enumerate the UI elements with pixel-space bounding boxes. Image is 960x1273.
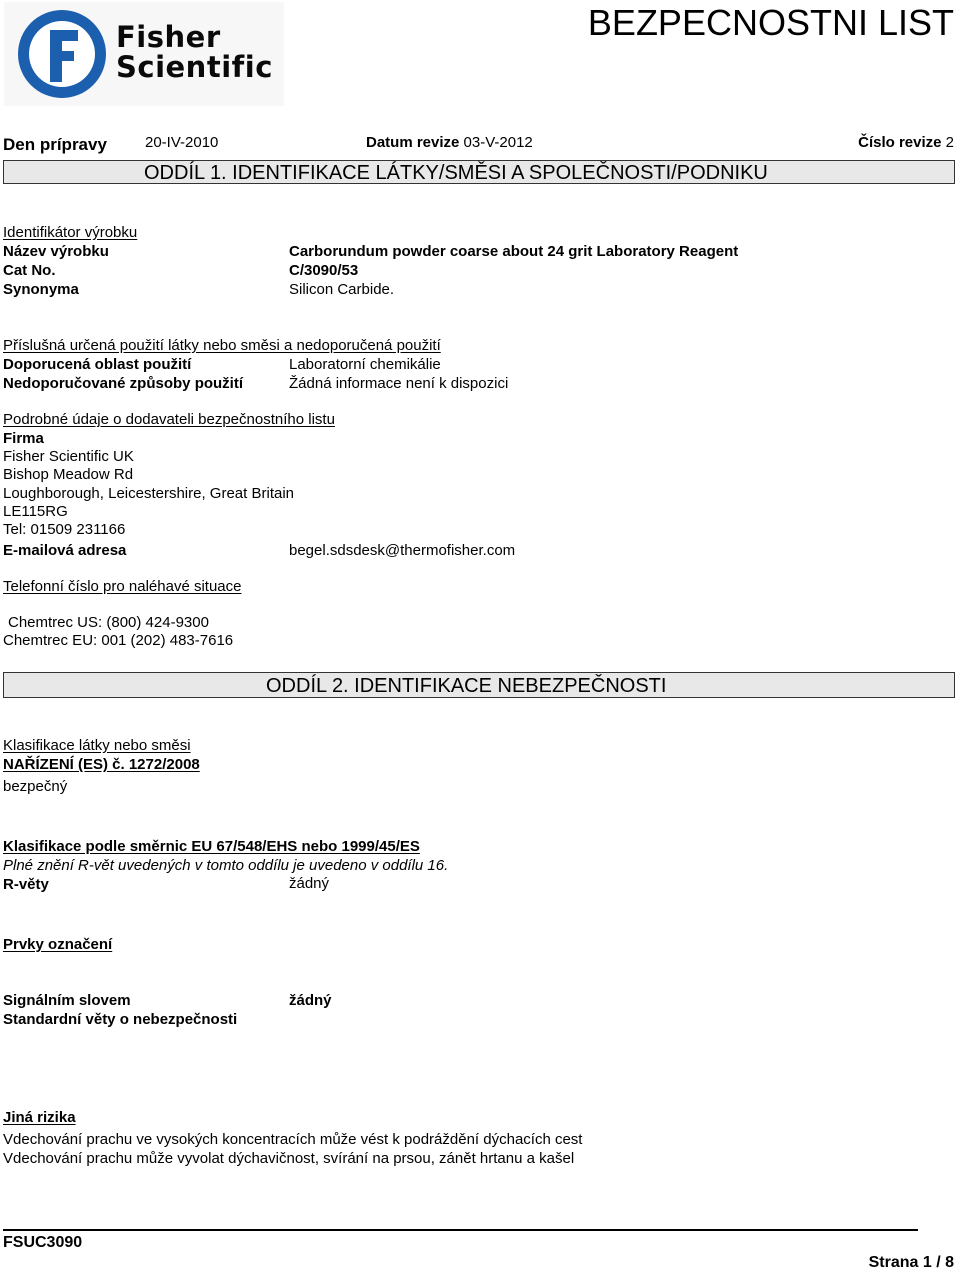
page-value: 1 / 8: [922, 1254, 954, 1271]
company-line: Tel: 01509 231166: [3, 521, 126, 538]
cat-no-label: Cat No.: [3, 262, 56, 279]
prep-date-label: Den prípravy: [3, 135, 107, 154]
supplier-heading: Podrobné údaje o dodavateli bezpečnostního listu: [3, 411, 335, 428]
cat-no-value: C/3090/53: [289, 262, 359, 279]
page-label: Strana: [868, 1254, 919, 1271]
revision-date: [366, 134, 533, 151]
other-hazards-heading: Jiná rizika: [3, 1109, 76, 1126]
signal-word-value: žádný: [289, 992, 332, 1009]
emergency-us: Chemtrec US: (800) 424-9300: [8, 614, 209, 631]
directive-heading: Klasifikace podle směrnic EU 67/548/EHS nebo 1999/45/ES: [3, 838, 420, 855]
label-elements-heading: Prvky označení: [3, 936, 113, 953]
revision-number: [858, 134, 954, 151]
fisher-logo-icon: [14, 6, 110, 102]
regulation-label: NAŘÍZENÍ (ES) č. 1272/2008: [3, 756, 200, 773]
fisher-scientific-logo: [4, 2, 284, 106]
emergency-heading: Telefonní číslo pro naléhavé situace: [3, 578, 242, 595]
company-label: Firma: [3, 430, 44, 447]
synonyms-label: Synonyma: [3, 281, 79, 298]
classification-value: bezpečný: [3, 778, 68, 795]
other-hazards-line: Vdechování prachu může vyvolat dýchavičnost, svírání na prsou, zánět hrtanu a kašel: [3, 1150, 575, 1167]
revision-date-label: Datum revize: [366, 134, 460, 151]
prep-date: 20-IV-2010: [145, 134, 219, 151]
not-recommended-label: Nedoporučované způsoby použití: [3, 375, 244, 392]
section1-title: ODDÍL 1. IDENTIFIKACE LÁTKY/SMĚSI A SPOLEČNOSTI/PODNIKU: [144, 162, 768, 184]
logo-text-fisher: Fisher: [116, 20, 221, 54]
logo-text-scientific: Scientific: [116, 50, 273, 84]
section1-header: [3, 160, 955, 184]
section2-title: ODDÍL 2. IDENTIFIKACE NEBEZPEČNOSTI: [266, 675, 667, 697]
hazard-statements-label: Standardní věty o nebezpečnosti: [3, 1011, 238, 1028]
emergency-eu: Chemtrec EU: 001 (202) 483-7616: [3, 632, 234, 649]
company-line: Fisher Scientific UK: [3, 448, 134, 465]
uses-heading: Příslušná určená použití látky nebo směsi a nedoporučená použití: [3, 337, 441, 354]
company-line: LE115RG: [3, 503, 68, 520]
directive-note: Plné znění R-vět uvedených v tomto oddílu je uvedeno v oddílu 16.: [3, 857, 449, 874]
recommended-use-value: Laboratorní chemikálie: [289, 356, 441, 373]
product-name: Carborundum powder coarse about 24 grit Laboratory Reagent: [289, 243, 739, 260]
footer-divider: [3, 1229, 918, 1231]
not-recommended-value: Žádná informace není k dispozici: [289, 375, 509, 392]
revision-number-value: 2: [945, 134, 954, 151]
signal-word-label: Signálním slovem: [3, 992, 131, 1009]
other-hazards-line: Vdechování prachu ve vysokých koncentracích může vést k podráždění dýchacích cest: [3, 1131, 583, 1148]
r-phrases-value: žádný: [289, 875, 330, 892]
section2-header: [3, 672, 955, 698]
company-line: Bishop Meadow Rd: [3, 466, 134, 483]
product-name-label: Název výrobku: [3, 243, 109, 260]
document-title: BEZPECNOSTNI LIST: [587, 2, 954, 43]
page-number: [869, 1254, 954, 1272]
product-identifier-heading: Identifikátor výrobku: [3, 224, 138, 241]
r-phrases-label: R-věty: [3, 876, 49, 893]
revision-date-value: 03-V-2012: [463, 134, 533, 151]
recommended-use-label: Doporucená oblast použití: [3, 356, 192, 373]
synonyms-value: Silicon Carbide.: [289, 281, 395, 298]
email-label: E-mailová adresa: [3, 542, 127, 559]
classification-heading: Klasifikace látky nebo směsi: [3, 737, 191, 754]
footer-code: FSUC3090: [3, 1234, 83, 1251]
revision-number-label: Číslo revize: [858, 134, 942, 151]
company-line: Loughborough, Leicestershire, Great Britain: [3, 485, 295, 502]
email-value: begel.sdsdesk@thermofisher.com: [289, 542, 516, 559]
